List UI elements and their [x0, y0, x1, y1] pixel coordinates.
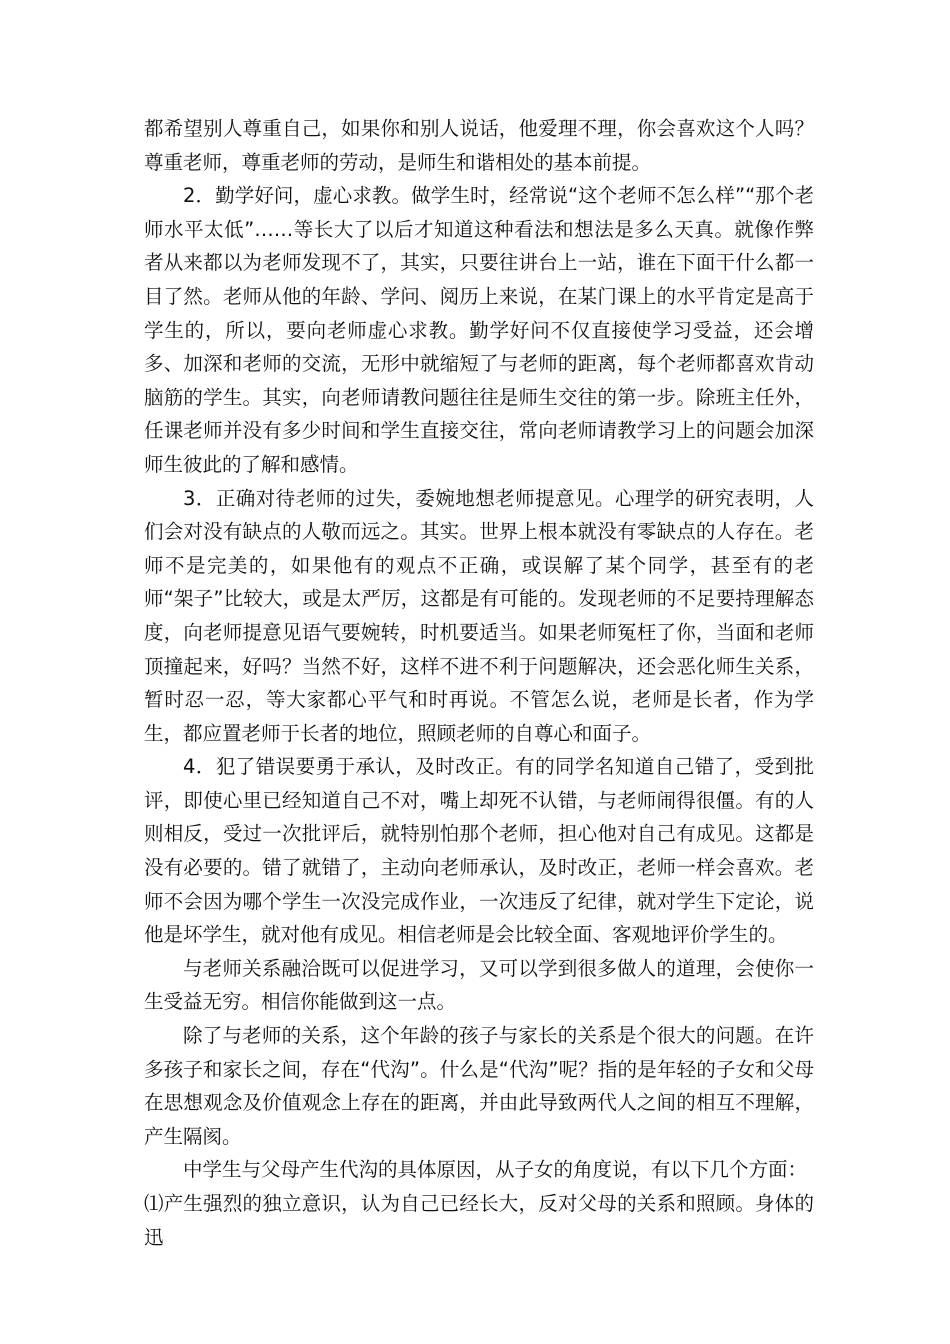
document-body	[144, 112, 814, 1254]
paragraph-summary: 与老师关系融洽既可以促进学习，又可以学到很多做人的道理，会使你一生受益无穷。相信你能做到这一点。	[144, 956, 814, 1014]
paragraph-item-2: 2．勤学好问，虚心求教。做学生时，经常说“这个老师不怎么样”“那个老师水平太低”……等长大了以后才知道这种看法和想法是多么天真。就像作弊者从来都以为老师发现不了，其实，只要往讲台上一站，谁在下面干什么都一目了然。老师从他的年龄、学问、阅历上来说，在某门课上的水平肯定是高于学生的，所以，要向老师虚心求教。勤学好问不仅直接使学习受益，还会增多、加深和老师的交流，无形中就缩短了与老师的距离，每个老师都喜欢肯动脑筋的学生。其实，向老师请教问题往往是师生交往的第一步。除班主任外，任课老师并没有多少时间和学生直接交往，常向老师请教学习上的问题会加深师生彼此的了解和感情。	[144, 184, 814, 476]
paragraph-continuation: 都希望别人尊重自己，如果你和别人说话，他爱理不理，你会喜欢这个人吗？尊重老师，尊重老师的劳动，是师生和谐相处的基本前提。	[144, 117, 814, 174]
paragraph-causes-intro: 中学生与父母产生代沟的具体原因，从子女的角度说，有以下几个方面：	[183, 1158, 808, 1182]
paragraph-generation-gap: 除了与老师的关系，这个年龄的孩子与家长的关系是个很大的问题。在许多孩子和家长之间，存在“代沟”。什么是“代沟”呢？指的是年轻的子女和父母在思想观念及价值观念上存在的距离，并由此导致两代人之间的相互不理解，产生隔阂。	[144, 1024, 814, 1148]
paragraph-item-4: 4．犯了错误要勇于承认，及时改正。有的同学名知道自己错了，受到批评，即使心里已经知道自己不对，嘴上却死不认错，与老师闹得很僵。有的人则相反，受过一次批评后，就特别怕那个老师，担心他对自己有成见。这都是没有必要的。错了就错了，主动向老师承认，及时改正，老师一样会喜欢。老师不会因为哪个学生一次没完成作业，一次违反了纪律，就对学生下定论，说他是坏学生，就对他有成见。相信老师是会比较全面、客观地评价学生的。	[144, 755, 814, 947]
paragraph-item-3: 3．正确对待老师的过失，委婉地想老师提意见。心理学的研究表明，人们会对没有缺点的人敬而远之。其实。世界上根本就没有零缺点的人存在。老师不是完美的，如果他有的观点不正确，或误解了某个同学，甚至有的老师“架子”比较大，或是太严厉，这都是有可能的。发现老师的不足要持理解态度，向老师提意见语气要婉转，时机要适当。如果老师冤枉了你，当面和老师顶撞起来，好吗？当然不好，这样不进不利于问题解决，还会恶化师生关系，暂时忍一忍，等大家都心平气和时再说。不管怎么说，老师是长者，作为学生，都应置老师于长者的地位，照顾老师的自尊心和面子。	[144, 486, 814, 745]
paragraph-cause-1: ⑴产生强烈的独立意识，认为自己已经长大，反对父母的关系和照顾。身体的迅	[144, 1192, 814, 1249]
